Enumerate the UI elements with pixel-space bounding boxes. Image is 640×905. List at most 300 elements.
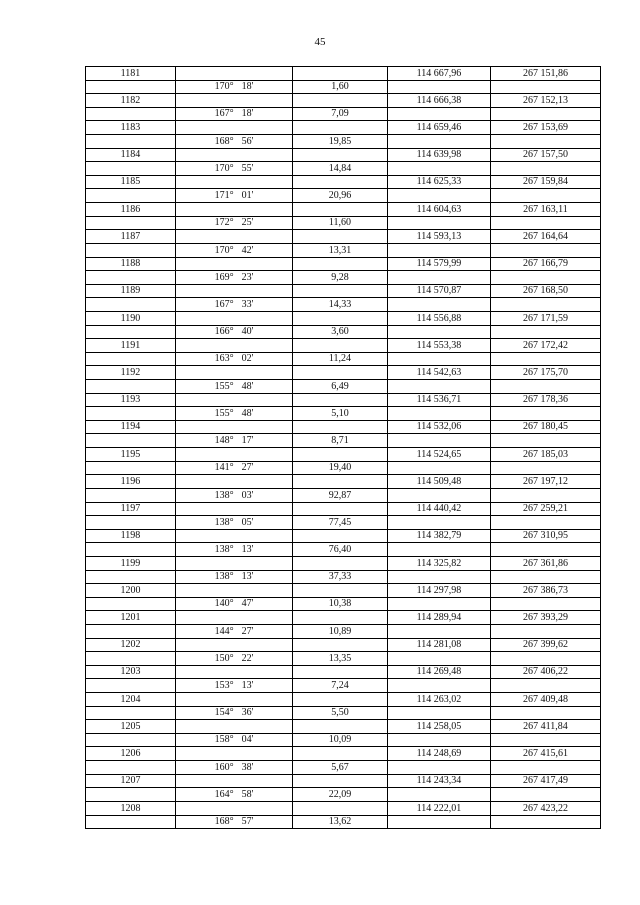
point-id-cell: 1193 — [86, 393, 176, 407]
angle-minutes: 13' — [241, 571, 254, 583]
length-cell: 10,38 — [293, 597, 388, 611]
table-row — [86, 216, 601, 230]
table-row — [86, 597, 601, 611]
point-id-cell: 1207 — [86, 774, 176, 788]
table-row — [86, 801, 601, 815]
angle-cell — [176, 665, 293, 679]
angle-cell — [176, 747, 293, 761]
y-coordinate-cell: 267 399,62 — [491, 638, 601, 652]
x-coordinate-cell — [388, 189, 491, 203]
length-cell: 13,62 — [293, 815, 388, 829]
length-cell — [293, 230, 388, 244]
table-row — [86, 475, 601, 489]
x-coordinate-cell: 114 542,63 — [388, 366, 491, 380]
length-cell: 14,33 — [293, 298, 388, 312]
point-id-cell — [86, 706, 176, 720]
point-id-cell: 1192 — [86, 366, 176, 380]
table-row — [86, 311, 601, 325]
coordinates-table — [85, 66, 601, 829]
x-coordinate-cell: 114 593,13 — [388, 230, 491, 244]
point-id-cell: 1195 — [86, 448, 176, 462]
length-cell — [293, 638, 388, 652]
angle-degrees: 172° — [214, 217, 234, 229]
angle-cell — [176, 352, 293, 366]
table-row — [86, 352, 601, 366]
x-coordinate-cell: 114 553,38 — [388, 339, 491, 353]
length-cell — [293, 203, 388, 217]
length-cell — [293, 801, 388, 815]
x-coordinate-cell — [388, 162, 491, 176]
y-coordinate-cell — [491, 107, 601, 121]
y-coordinate-cell — [491, 761, 601, 775]
table-row — [86, 67, 601, 81]
angle-minutes: 25' — [241, 217, 254, 229]
length-cell: 19,40 — [293, 461, 388, 475]
angle-minutes: 27' — [241, 625, 254, 637]
x-coordinate-cell — [388, 679, 491, 693]
angle-minutes: 17' — [241, 435, 254, 447]
y-coordinate-cell — [491, 189, 601, 203]
angle-cell — [176, 584, 293, 598]
x-coordinate-cell: 114 639,98 — [388, 148, 491, 162]
x-coordinate-cell: 114 579,99 — [388, 257, 491, 271]
y-coordinate-cell: 267 197,12 — [491, 475, 601, 489]
angle-minutes: 57' — [241, 816, 254, 828]
angle-cell — [176, 706, 293, 720]
y-coordinate-cell — [491, 80, 601, 94]
length-cell — [293, 448, 388, 462]
table-row — [86, 298, 601, 312]
length-cell: 13,31 — [293, 243, 388, 257]
length-cell: 11,60 — [293, 216, 388, 230]
table-row — [86, 815, 601, 829]
point-id-cell — [86, 815, 176, 829]
point-id-cell — [86, 461, 176, 475]
length-cell: 11,24 — [293, 352, 388, 366]
table-row — [86, 747, 601, 761]
length-cell: 14,84 — [293, 162, 388, 176]
y-coordinate-cell: 267 171,59 — [491, 311, 601, 325]
x-coordinate-cell — [388, 815, 491, 829]
angle-cell — [176, 366, 293, 380]
y-coordinate-cell: 267 172,42 — [491, 339, 601, 353]
length-cell: 37,33 — [293, 570, 388, 584]
y-coordinate-cell — [491, 461, 601, 475]
table-row — [86, 788, 601, 802]
length-cell: 76,40 — [293, 543, 388, 557]
angle-degrees: 141° — [214, 462, 234, 474]
point-id-cell — [86, 733, 176, 747]
length-cell: 77,45 — [293, 516, 388, 530]
x-coordinate-cell: 114 667,96 — [388, 67, 491, 81]
table-row — [86, 325, 601, 339]
length-cell — [293, 366, 388, 380]
page-number: 45 — [314, 36, 326, 48]
table-row — [86, 706, 601, 720]
y-coordinate-cell: 267 411,84 — [491, 720, 601, 734]
point-id-cell: 1182 — [86, 94, 176, 108]
length-cell — [293, 611, 388, 625]
point-id-cell: 1208 — [86, 801, 176, 815]
angle-cell — [176, 148, 293, 162]
angle-minutes: 58' — [241, 788, 254, 800]
point-id-cell — [86, 107, 176, 121]
point-id-cell — [86, 162, 176, 176]
table-row — [86, 420, 601, 434]
y-coordinate-cell — [491, 706, 601, 720]
y-coordinate-cell: 267 386,73 — [491, 584, 601, 598]
x-coordinate-cell — [388, 652, 491, 666]
x-coordinate-cell — [388, 516, 491, 530]
y-coordinate-cell — [491, 243, 601, 257]
angle-cell — [176, 556, 293, 570]
y-coordinate-cell — [491, 325, 601, 339]
y-coordinate-cell — [491, 543, 601, 557]
y-coordinate-cell: 267 409,48 — [491, 693, 601, 707]
point-id-cell — [86, 434, 176, 448]
table-row — [86, 366, 601, 380]
angle-cell — [176, 284, 293, 298]
point-id-cell — [86, 679, 176, 693]
x-coordinate-cell: 114 258,05 — [388, 720, 491, 734]
table-row — [86, 162, 601, 176]
x-coordinate-cell — [388, 434, 491, 448]
angle-degrees: 168° — [214, 816, 234, 828]
angle-cell — [176, 652, 293, 666]
angle-degrees: 171° — [214, 190, 234, 202]
table-row — [86, 570, 601, 584]
x-coordinate-cell: 114 666,38 — [388, 94, 491, 108]
angle-degrees: 170° — [214, 81, 234, 93]
x-coordinate-cell: 114 536,71 — [388, 393, 491, 407]
angle-cell — [176, 298, 293, 312]
point-id-cell — [86, 488, 176, 502]
y-coordinate-cell — [491, 271, 601, 285]
table-row — [86, 502, 601, 516]
table-row — [86, 271, 601, 285]
angle-minutes: 33' — [241, 298, 254, 310]
y-coordinate-cell: 267 153,69 — [491, 121, 601, 135]
length-cell: 10,89 — [293, 624, 388, 638]
y-coordinate-cell: 267 175,70 — [491, 366, 601, 380]
table-row — [86, 189, 601, 203]
x-coordinate-cell: 114 604,63 — [388, 203, 491, 217]
angle-degrees: 164° — [214, 788, 234, 800]
point-id-cell — [86, 407, 176, 421]
angle-cell — [176, 216, 293, 230]
length-cell — [293, 311, 388, 325]
x-coordinate-cell — [388, 216, 491, 230]
angle-cell — [176, 448, 293, 462]
x-coordinate-cell: 114 263,02 — [388, 693, 491, 707]
length-cell: 92,87 — [293, 488, 388, 502]
table-row — [86, 679, 601, 693]
angle-degrees: 166° — [214, 326, 234, 338]
table-row — [86, 448, 601, 462]
length-cell — [293, 148, 388, 162]
table-row — [86, 148, 601, 162]
x-coordinate-cell — [388, 461, 491, 475]
y-coordinate-cell: 267 178,36 — [491, 393, 601, 407]
length-cell: 5,10 — [293, 407, 388, 421]
x-coordinate-cell: 114 243,34 — [388, 774, 491, 788]
point-id-cell — [86, 624, 176, 638]
angle-cell — [176, 257, 293, 271]
table-row — [86, 693, 601, 707]
x-coordinate-cell: 114 556,88 — [388, 311, 491, 325]
angle-minutes: 48' — [241, 380, 254, 392]
angle-cell — [176, 175, 293, 189]
length-cell: 19,85 — [293, 135, 388, 149]
table-row — [86, 652, 601, 666]
length-cell: 10,09 — [293, 733, 388, 747]
angle-degrees: 138° — [214, 516, 234, 528]
x-coordinate-cell — [388, 352, 491, 366]
y-coordinate-cell: 267 406,22 — [491, 665, 601, 679]
point-id-cell: 1194 — [86, 420, 176, 434]
table-row — [86, 339, 601, 353]
table-row — [86, 516, 601, 530]
point-id-cell: 1205 — [86, 720, 176, 734]
x-coordinate-cell: 114 524,65 — [388, 448, 491, 462]
length-cell: 20,96 — [293, 189, 388, 203]
point-id-cell: 1197 — [86, 502, 176, 516]
x-coordinate-cell — [388, 706, 491, 720]
x-coordinate-cell: 114 281,08 — [388, 638, 491, 652]
angle-minutes: 13' — [241, 543, 254, 555]
angle-cell — [176, 94, 293, 108]
table-row — [86, 94, 601, 108]
angle-degrees: 167° — [214, 298, 234, 310]
angle-cell — [176, 516, 293, 530]
length-cell — [293, 584, 388, 598]
x-coordinate-cell — [388, 80, 491, 94]
angle-minutes: 36' — [241, 707, 254, 719]
length-cell — [293, 257, 388, 271]
angle-cell — [176, 271, 293, 285]
table-row — [86, 638, 601, 652]
angle-cell — [176, 720, 293, 734]
length-cell — [293, 94, 388, 108]
angle-cell — [176, 407, 293, 421]
length-cell — [293, 393, 388, 407]
angle-cell — [176, 203, 293, 217]
point-id-cell: 1186 — [86, 203, 176, 217]
angle-cell — [176, 243, 293, 257]
y-coordinate-cell — [491, 652, 601, 666]
y-coordinate-cell: 267 152,13 — [491, 94, 601, 108]
angle-cell — [176, 434, 293, 448]
point-id-cell: 1190 — [86, 311, 176, 325]
angle-degrees: 169° — [214, 271, 234, 283]
point-id-cell — [86, 652, 176, 666]
x-coordinate-cell — [388, 543, 491, 557]
angle-minutes: 40' — [241, 326, 254, 338]
length-cell — [293, 67, 388, 81]
angle-cell — [176, 461, 293, 475]
y-coordinate-cell — [491, 298, 601, 312]
point-id-cell — [86, 325, 176, 339]
y-coordinate-cell — [491, 216, 601, 230]
angle-cell — [176, 679, 293, 693]
length-cell — [293, 693, 388, 707]
angle-cell — [176, 502, 293, 516]
angle-cell — [176, 121, 293, 135]
y-coordinate-cell: 267 157,50 — [491, 148, 601, 162]
angle-minutes: 04' — [241, 734, 254, 746]
point-id-cell: 1198 — [86, 529, 176, 543]
angle-minutes: 27' — [241, 462, 254, 474]
x-coordinate-cell: 114 222,01 — [388, 801, 491, 815]
coordinates-table-body — [86, 67, 601, 829]
angle-cell — [176, 230, 293, 244]
angle-cell — [176, 638, 293, 652]
table-row — [86, 543, 601, 557]
table-row — [86, 230, 601, 244]
x-coordinate-cell: 114 509,48 — [388, 475, 491, 489]
x-coordinate-cell — [388, 761, 491, 775]
table-row — [86, 257, 601, 271]
x-coordinate-cell: 114 248,69 — [388, 747, 491, 761]
x-coordinate-cell — [388, 380, 491, 394]
length-cell — [293, 339, 388, 353]
angle-degrees: 167° — [214, 108, 234, 120]
x-coordinate-cell: 114 297,98 — [388, 584, 491, 598]
x-coordinate-cell — [388, 135, 491, 149]
table-row — [86, 175, 601, 189]
point-id-cell: 1187 — [86, 230, 176, 244]
point-id-cell: 1204 — [86, 693, 176, 707]
y-coordinate-cell — [491, 434, 601, 448]
table-row — [86, 720, 601, 734]
y-coordinate-cell: 267 417,49 — [491, 774, 601, 788]
length-cell: 6,49 — [293, 380, 388, 394]
angle-cell — [176, 611, 293, 625]
point-id-cell: 1203 — [86, 665, 176, 679]
y-coordinate-cell — [491, 679, 601, 693]
point-id-cell: 1181 — [86, 67, 176, 81]
y-coordinate-cell: 267 180,45 — [491, 420, 601, 434]
table-row — [86, 733, 601, 747]
point-id-cell — [86, 570, 176, 584]
table-row — [86, 121, 601, 135]
length-cell — [293, 475, 388, 489]
angle-cell — [176, 420, 293, 434]
x-coordinate-cell — [388, 298, 491, 312]
y-coordinate-cell — [491, 597, 601, 611]
y-coordinate-cell — [491, 624, 601, 638]
angle-cell — [176, 80, 293, 94]
x-coordinate-cell: 114 659,46 — [388, 121, 491, 135]
angle-cell — [176, 162, 293, 176]
length-cell — [293, 720, 388, 734]
table-row — [86, 135, 601, 149]
angle-minutes: 03' — [241, 489, 254, 501]
length-cell — [293, 420, 388, 434]
angle-cell — [176, 597, 293, 611]
point-id-cell — [86, 352, 176, 366]
length-cell — [293, 747, 388, 761]
length-cell — [293, 175, 388, 189]
angle-cell — [176, 733, 293, 747]
point-id-cell: 1184 — [86, 148, 176, 162]
angle-cell — [176, 788, 293, 802]
length-cell — [293, 529, 388, 543]
x-coordinate-cell — [388, 488, 491, 502]
x-coordinate-cell — [388, 597, 491, 611]
x-coordinate-cell — [388, 788, 491, 802]
angle-minutes: 55' — [241, 162, 254, 174]
angle-cell — [176, 107, 293, 121]
length-cell: 9,28 — [293, 271, 388, 285]
point-id-cell: 1183 — [86, 121, 176, 135]
table-row — [86, 529, 601, 543]
y-coordinate-cell: 267 393,29 — [491, 611, 601, 625]
angle-minutes: 01' — [241, 190, 254, 202]
angle-minutes: 56' — [241, 135, 254, 147]
angle-minutes: 42' — [241, 244, 254, 256]
point-id-cell — [86, 761, 176, 775]
y-coordinate-cell: 267 361,86 — [491, 556, 601, 570]
y-coordinate-cell: 267 310,95 — [491, 529, 601, 543]
x-coordinate-cell — [388, 407, 491, 421]
point-id-cell — [86, 516, 176, 530]
angle-degrees: 148° — [214, 435, 234, 447]
angle-degrees: 144° — [214, 625, 234, 637]
point-id-cell — [86, 135, 176, 149]
y-coordinate-cell — [491, 488, 601, 502]
y-coordinate-cell — [491, 570, 601, 584]
point-id-cell: 1200 — [86, 584, 176, 598]
angle-cell — [176, 624, 293, 638]
angle-minutes: 47' — [241, 598, 254, 610]
angle-degrees: 168° — [214, 135, 234, 147]
table-row — [86, 624, 601, 638]
point-id-cell — [86, 543, 176, 557]
table-row — [86, 488, 601, 502]
y-coordinate-cell: 267 259,21 — [491, 502, 601, 516]
angle-degrees: 155° — [214, 407, 234, 419]
table-row — [86, 284, 601, 298]
angle-cell — [176, 815, 293, 829]
angle-minutes: 05' — [241, 516, 254, 528]
x-coordinate-cell — [388, 733, 491, 747]
table-row — [86, 584, 601, 598]
angle-cell — [176, 380, 293, 394]
y-coordinate-cell: 267 164,64 — [491, 230, 601, 244]
angle-degrees: 153° — [214, 680, 234, 692]
length-cell: 5,50 — [293, 706, 388, 720]
angle-minutes: 22' — [241, 652, 254, 664]
angle-degrees: 163° — [214, 353, 234, 365]
angle-cell — [176, 189, 293, 203]
y-coordinate-cell: 267 151,86 — [491, 67, 601, 81]
table-row — [86, 665, 601, 679]
length-cell — [293, 121, 388, 135]
x-coordinate-cell: 114 269,48 — [388, 665, 491, 679]
length-cell: 3,60 — [293, 325, 388, 339]
point-id-cell — [86, 597, 176, 611]
angle-cell — [176, 488, 293, 502]
point-id-cell — [86, 788, 176, 802]
y-coordinate-cell — [491, 380, 601, 394]
table-row — [86, 203, 601, 217]
angle-minutes: 13' — [241, 680, 254, 692]
point-id-cell: 1202 — [86, 638, 176, 652]
angle-cell — [176, 393, 293, 407]
length-cell: 8,71 — [293, 434, 388, 448]
y-coordinate-cell — [491, 162, 601, 176]
